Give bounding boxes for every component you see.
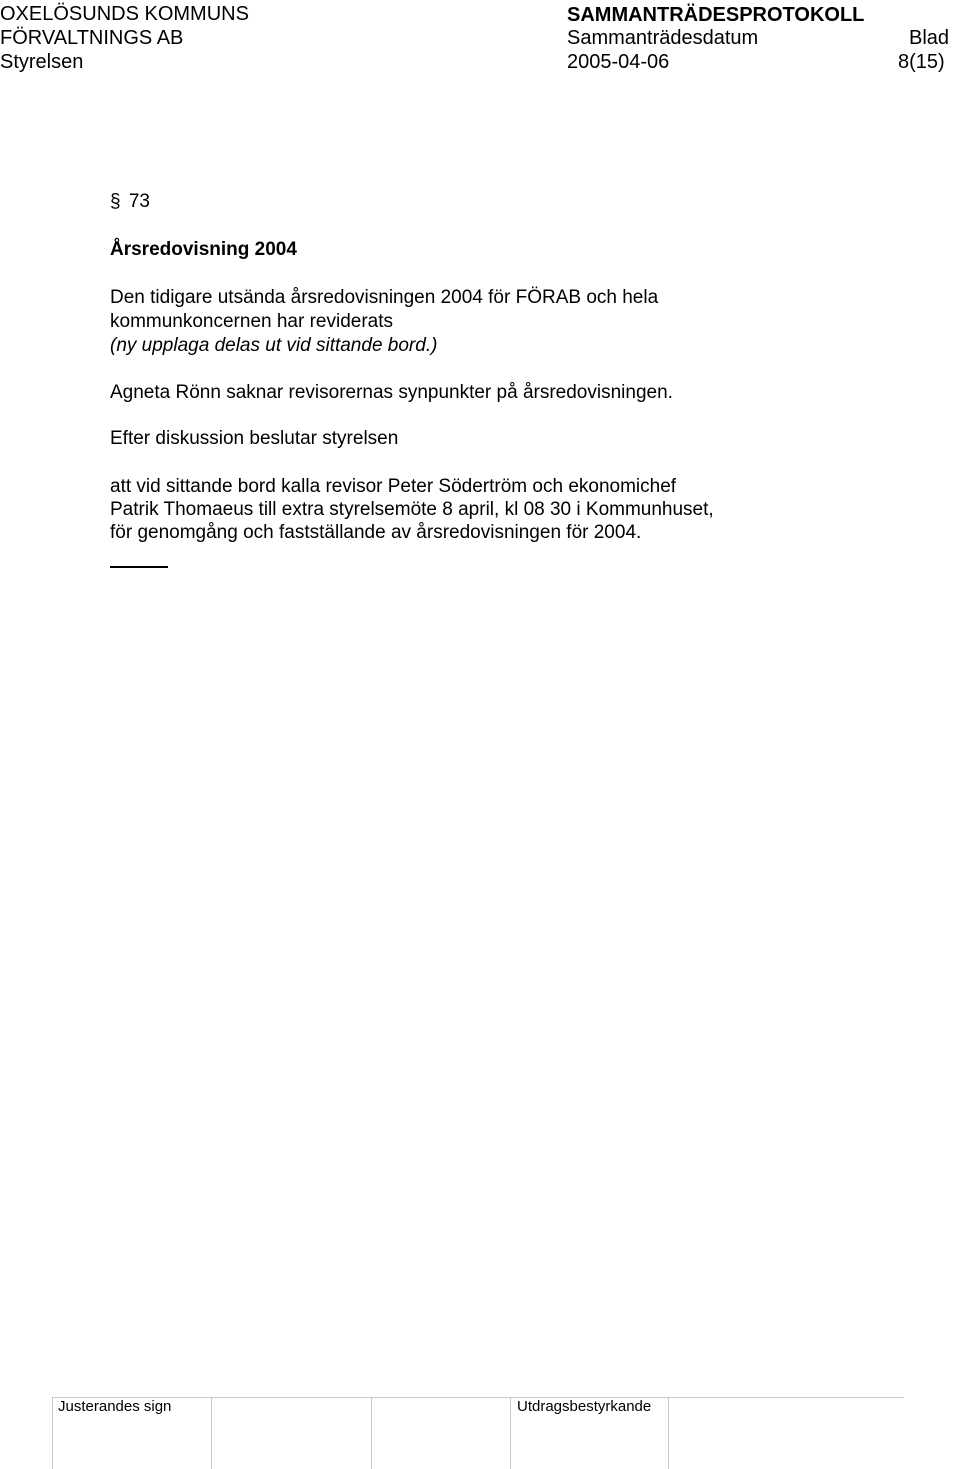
intro-line-1: Den tidigare utsända årsredovisningen 2004 för FÖRAB och hela — [110, 287, 659, 308]
footer-divider — [371, 1397, 372, 1469]
section-title: Årsredovisning 2004 — [110, 239, 297, 260]
section-number: 73 — [128, 191, 150, 212]
organization-subname: FÖRVALTNINGS AB — [0, 27, 184, 49]
footer-divider — [211, 1397, 212, 1469]
paragraph-symbol: § — [110, 191, 121, 212]
decision-line-2: Patrik Thomaeus till extra styrelsemöte 8 april, kl 08 30 i Kommunhuset, — [110, 499, 714, 520]
decision-intro: Efter diskussion beslutar styrelsen — [110, 428, 399, 449]
organization-name: OXELÖSUNDS KOMMUNS — [0, 3, 249, 25]
board-name: Styrelsen — [0, 51, 84, 73]
intro-note: (ny upplaga delas ut vid sittande bord.) — [110, 335, 438, 356]
section-heading — [110, 190, 150, 214]
section-end-rule — [110, 566, 168, 568]
page-number: 8(15) — [898, 51, 945, 73]
footer-top-border — [52, 1397, 904, 1398]
decision-line-1: att vid sittande bord kalla revisor Peter Södertröm och ekonomichef — [110, 476, 677, 497]
document-type: SAMMANTRÄDESPROTOKOLL — [567, 4, 865, 26]
utdragsbestyrkande-label: Utdragsbestyrkande — [517, 1398, 652, 1415]
page-label: Blad — [909, 27, 950, 49]
footer-divider — [510, 1397, 511, 1469]
remark-text: Agneta Rönn saknar revisorernas synpunkter på årsredovisningen. — [110, 382, 673, 403]
meeting-date: 2005-04-06 — [567, 51, 670, 73]
justerandes-sign-label: Justerandes sign — [58, 1398, 172, 1415]
intro-line-2: kommunkoncernen har reviderats — [110, 311, 394, 332]
footer-divider — [52, 1397, 53, 1469]
meeting-date-label: Sammanträdesdatum — [567, 27, 759, 49]
decision-line-3: för genomgång och fastställande av årsredovisningen för 2004. — [110, 522, 642, 543]
footer-divider — [668, 1397, 669, 1469]
